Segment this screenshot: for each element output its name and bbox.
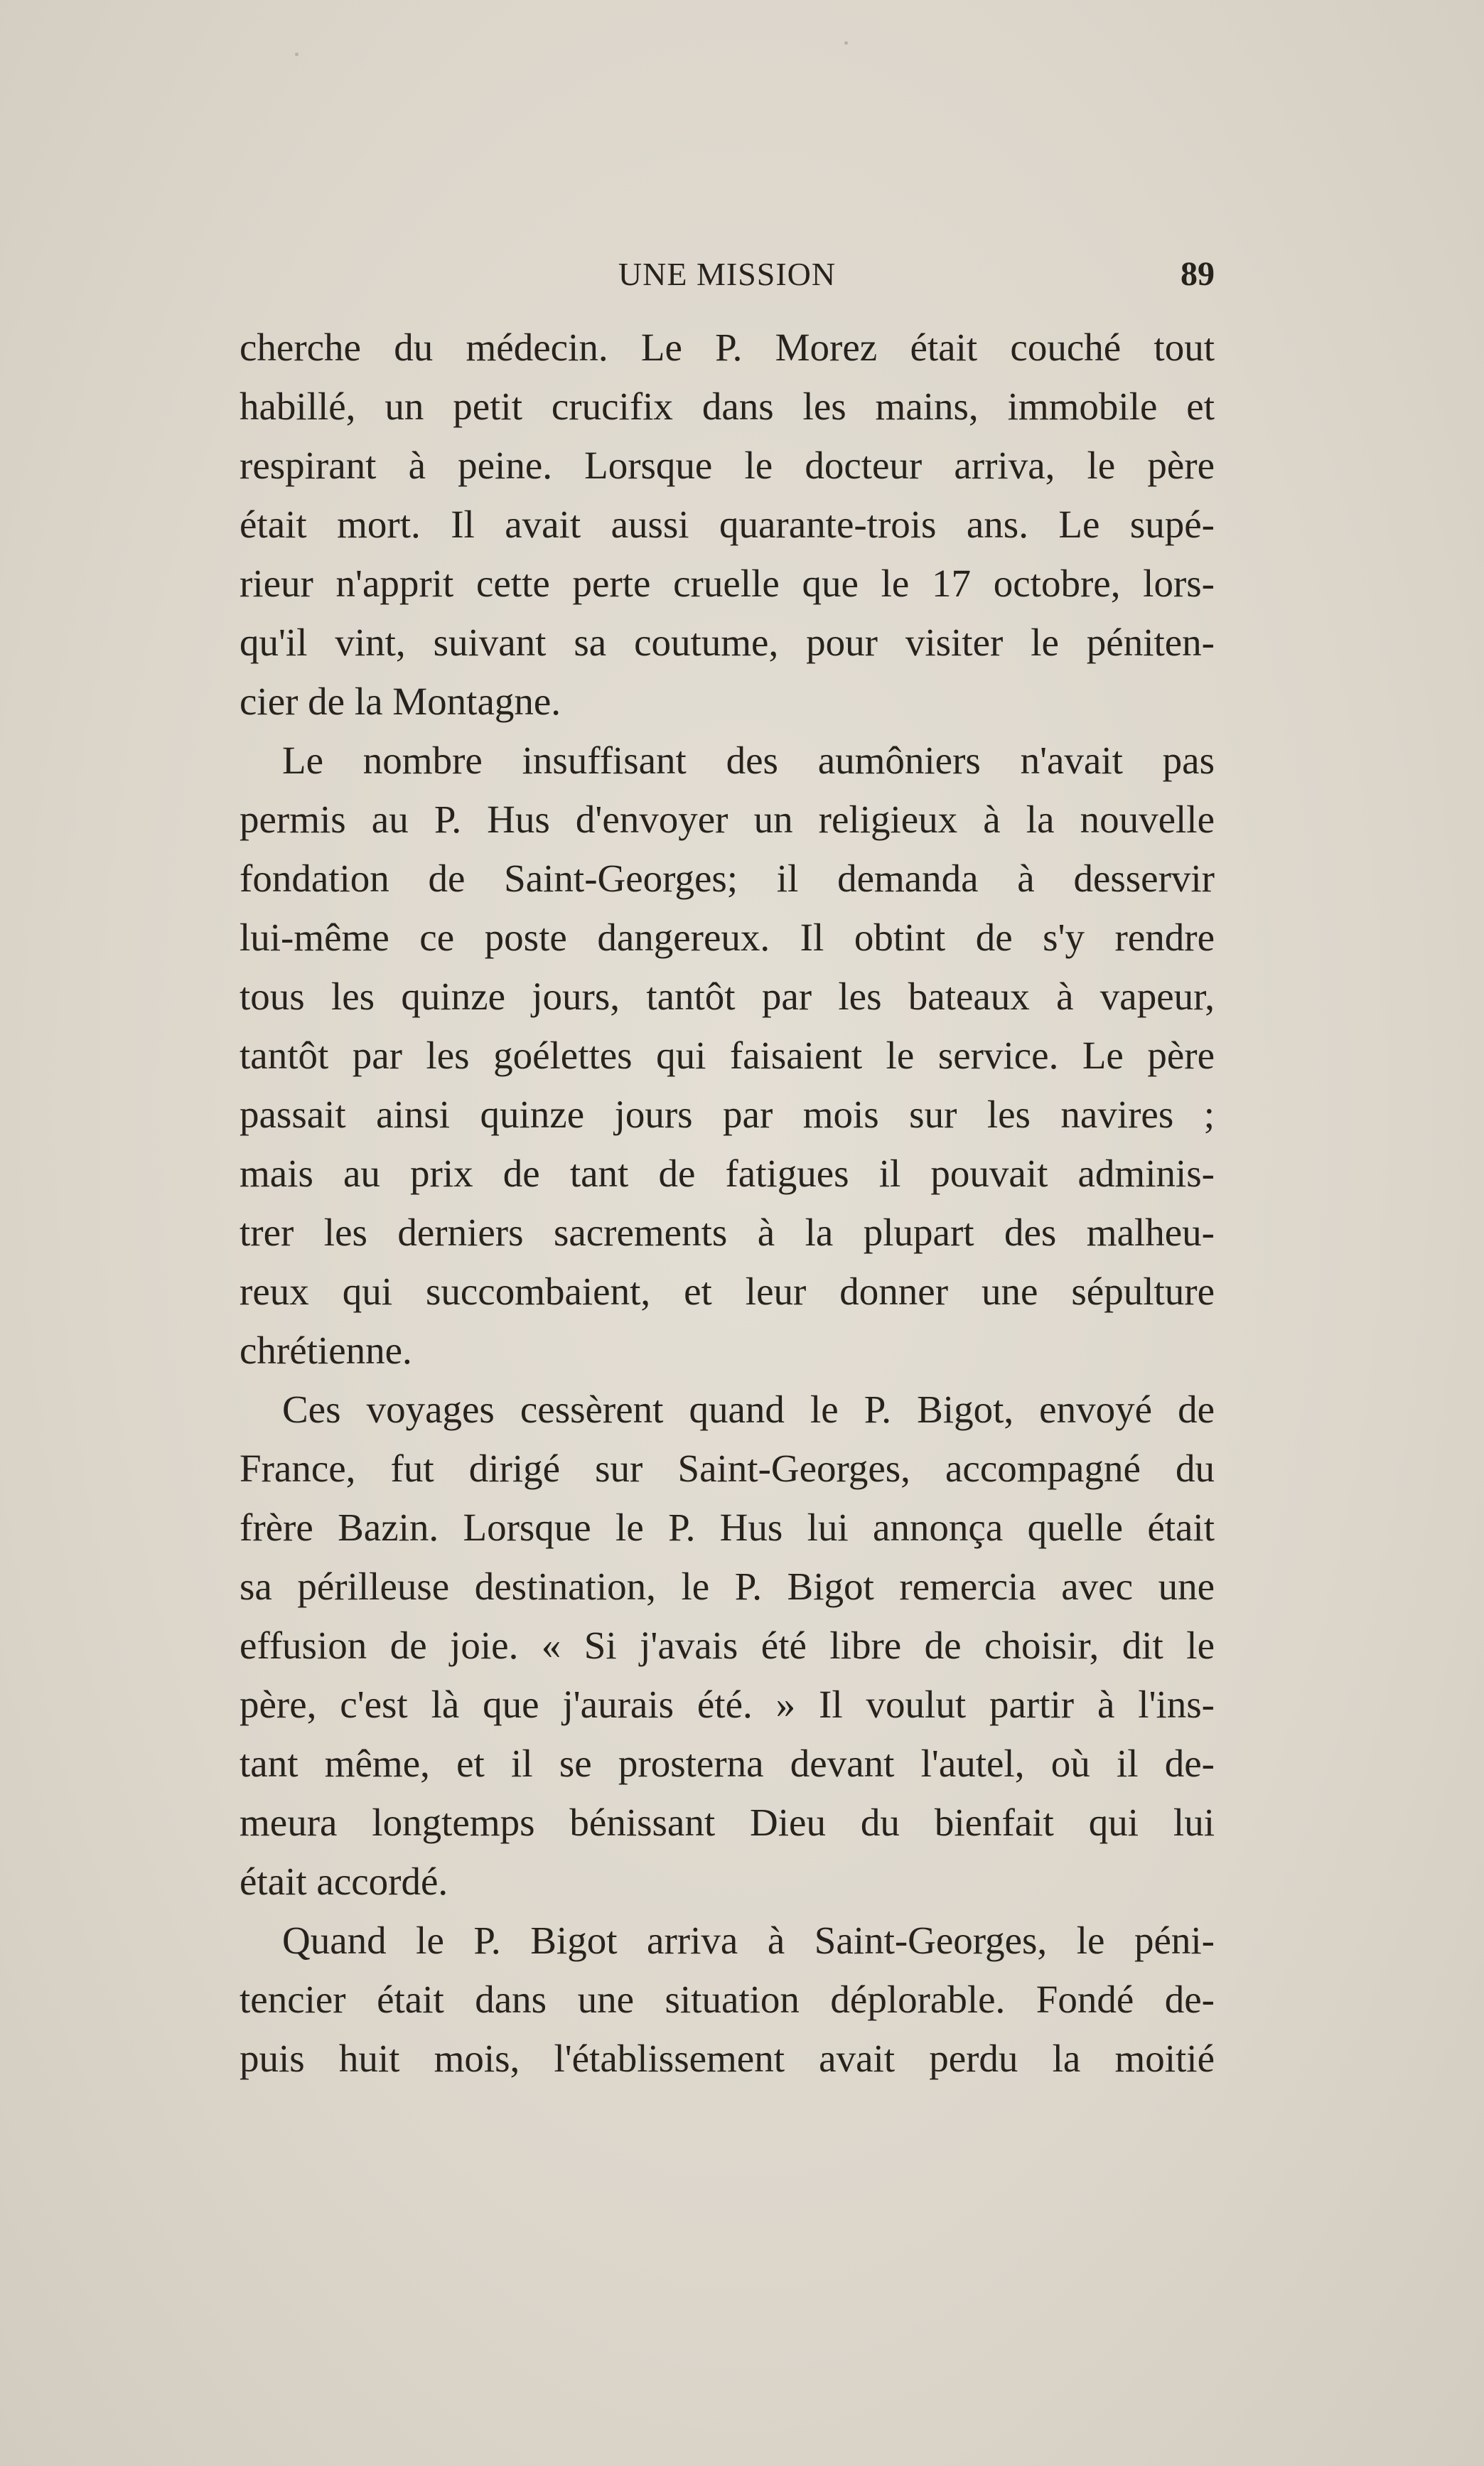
text-line: Le nombre insuffisant des aumôniers n'avait pas [282,739,1215,782]
text-line: fondation de Saint-Georges; il demanda à desservir [240,857,1215,900]
text-line: France, fut dirigé sur Saint-Georges, accompagné du [240,1447,1215,1490]
text-line: trer les derniers sacrements à la plupart des malheu- [240,1211,1215,1254]
text-line: effusion de joie. « Si j'avais été libre de choisir, dit le [240,1624,1215,1667]
text-line: frère Bazin. Lorsque le P. Hus lui annonça quelle était [240,1506,1215,1549]
text-line: respirant à peine. Lorsque le docteur arriva, le père [240,444,1215,487]
page-header [240,253,1215,296]
text-line: habillé, un petit crucifix dans les mains, immobile et [240,385,1215,428]
page-number: 89 [1181,255,1215,293]
text-line: tous les quinze jours, tantôt par les bateaux à vapeur, [240,975,1215,1018]
text-line: meura longtemps bénissant Dieu du bienfait qui lui [240,1801,1215,1844]
text-line: rieur n'apprit cette perte cruelle que le 17 octobre, lors- [240,562,1215,605]
text-line: cier de la Montagne. [240,680,561,723]
text-line: tant même, et il se prosterna devant l'autel, où il de- [240,1742,1215,1785]
text-line: chrétienne. [240,1329,412,1372]
text-line: Ces voyages cessèrent quand le P. Bigot, envoyé de [282,1388,1215,1431]
text-line: qu'il vint, suivant sa coutume, pour visiter le péniten- [240,621,1215,664]
text-line: mais au prix de tant de fatigues il pouvait adminis- [240,1152,1215,1195]
text-line: permis au P. Hus d'envoyer un religieux à la nouvelle [240,798,1215,841]
text-line: père, c'est là que j'aurais été. » Il voulut partir à l'ins- [240,1683,1215,1726]
text-line: passait ainsi quinze jours par mois sur les navires ; [240,1093,1215,1136]
text-line: puis huit mois, l'établissement avait perdu la moitié [240,2037,1215,2080]
text-line: tantôt par les goélettes qui faisaient le service. Le père [240,1034,1215,1077]
text-line: Quand le P. Bigot arriva à Saint-Georges, le péni- [282,1919,1215,1962]
body-text [240,318,1215,2088]
text-line: cherche du médecin. Le P. Morez était couché tout [240,326,1215,369]
text-line: était accordé. [240,1860,448,1903]
text-line: lui-même ce poste dangereux. Il obtint de s'y rendre [240,916,1215,959]
running-title: UNE MISSION [618,256,837,292]
paper-speck [844,41,848,45]
paper-speck [295,53,299,56]
text-line: était mort. Il avait aussi quarante-trois ans. Le supé- [240,503,1215,546]
text-line: reux qui succombaient, et leur donner une sépulture [240,1270,1215,1313]
text-line: sa périlleuse destination, le P. Bigot remercia avec une [240,1565,1215,1608]
text-line: tencier était dans une situation déplorable. Fondé de- [240,1978,1215,2021]
